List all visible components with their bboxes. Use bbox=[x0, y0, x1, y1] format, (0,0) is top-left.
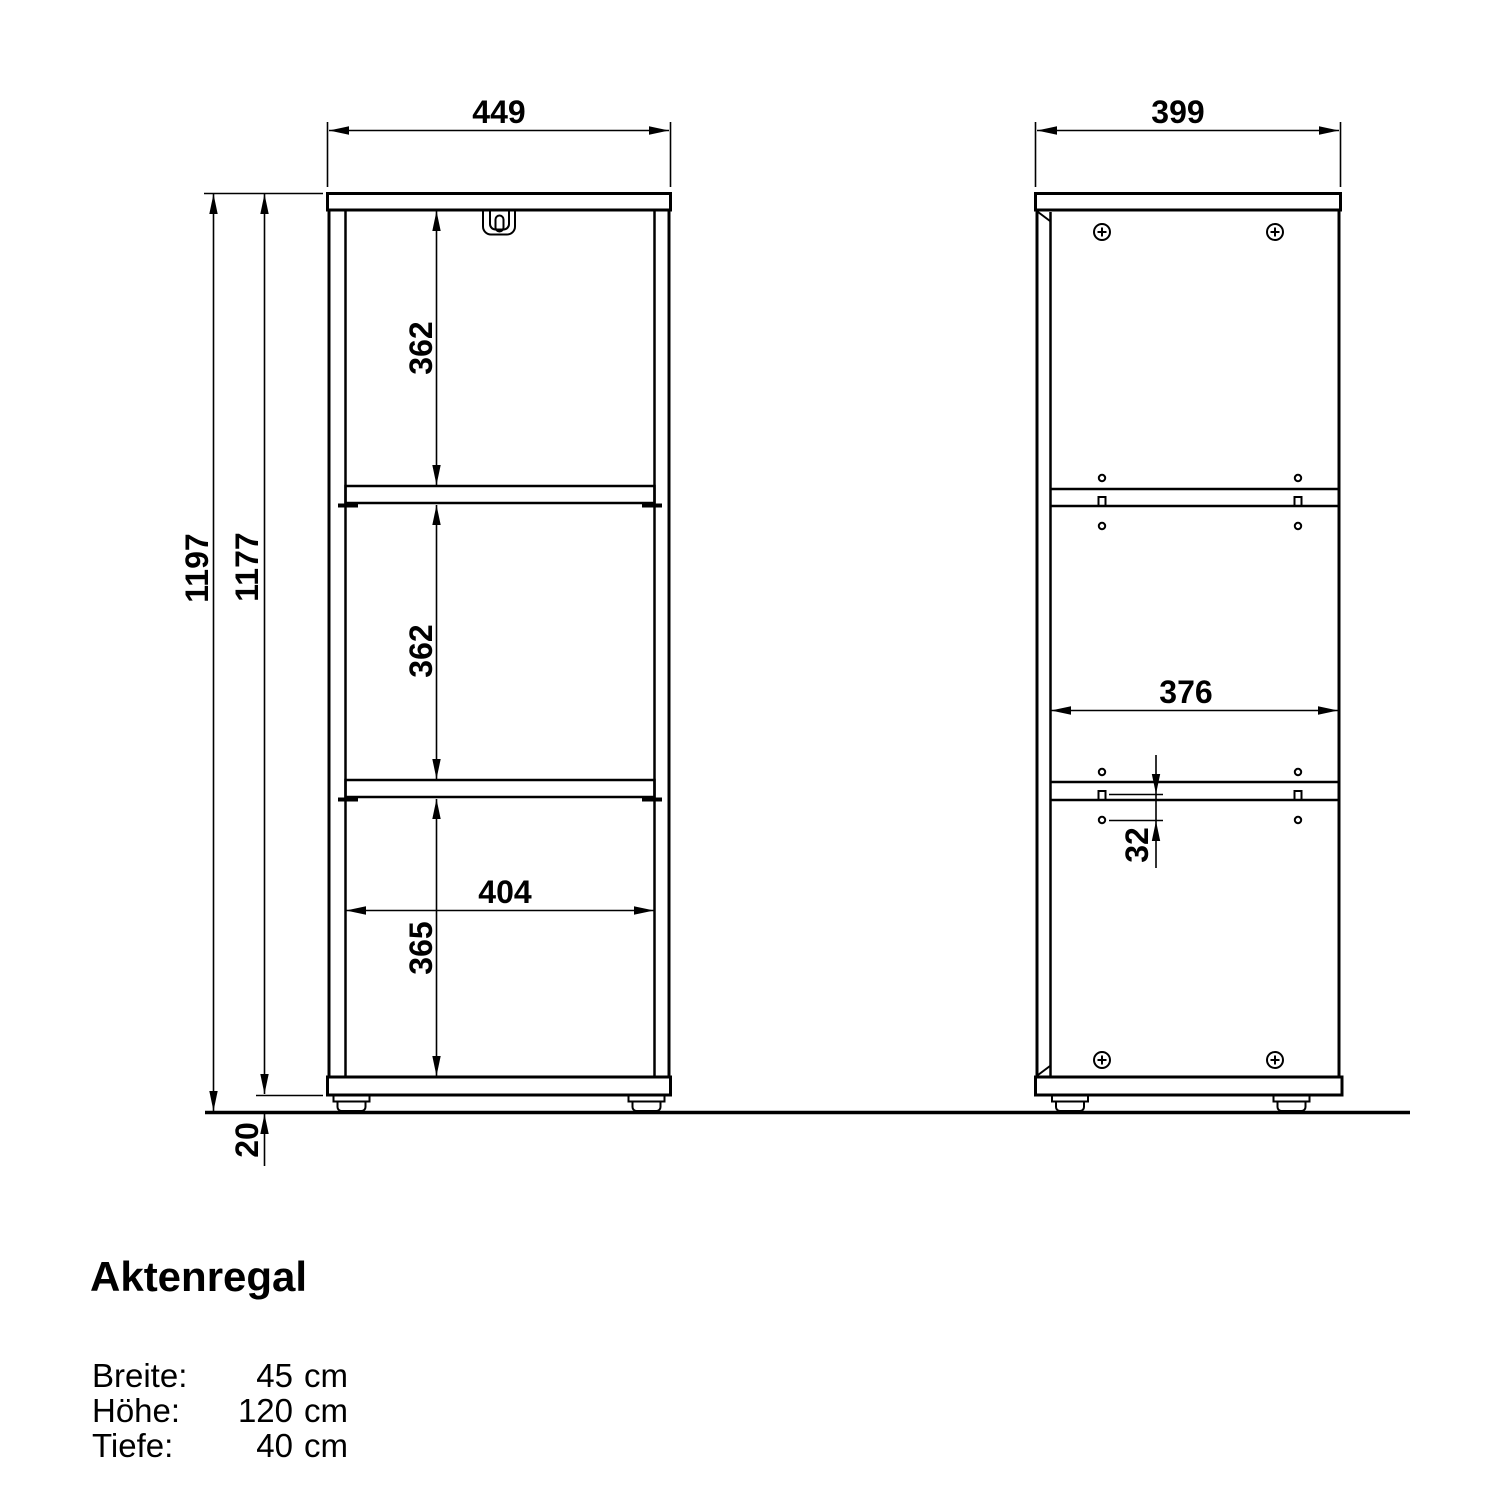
dim-front-width bbox=[328, 94, 671, 187]
screw-top-left bbox=[1094, 224, 1110, 240]
spec-unit: cm bbox=[304, 1427, 348, 1464]
page-title: Aktenregal bbox=[90, 1253, 308, 1300]
dim-inner-depth bbox=[1051, 674, 1338, 715]
spec-label: Breite: bbox=[92, 1357, 188, 1394]
side-shelf-upper bbox=[1051, 475, 1340, 529]
spec-row bbox=[92, 1392, 348, 1429]
front-foot-left bbox=[334, 1095, 370, 1111]
dim-bottom-compartment-label: 365 bbox=[403, 921, 439, 975]
dim-foot-height bbox=[229, 1114, 269, 1166]
side-foot-right bbox=[1274, 1095, 1310, 1111]
dim-inner-depth-label: 376 bbox=[1159, 674, 1213, 710]
shelf-pin bbox=[1094, 497, 1110, 506]
dim-middle-compartment-label: 362 bbox=[403, 624, 439, 678]
dim-foot-height-label: 20 bbox=[229, 1122, 265, 1158]
dim-top-compartment-label: 362 bbox=[403, 321, 439, 375]
dim-front-body-height-label: 1177 bbox=[229, 532, 265, 602]
spec-row bbox=[92, 1357, 348, 1394]
wall-mount-keyhole bbox=[483, 211, 515, 235]
front-shelf-lower bbox=[338, 780, 662, 800]
screw-top-right bbox=[1267, 224, 1283, 240]
dim-hole-offset-label: 32 bbox=[1119, 827, 1155, 863]
side-foot-left bbox=[1052, 1095, 1088, 1111]
dim-top-compartment bbox=[403, 211, 441, 485]
shelf-pin bbox=[1290, 497, 1306, 506]
dim-middle-compartment bbox=[403, 505, 441, 779]
dim-bottom-compartment bbox=[403, 799, 441, 1076]
title-block bbox=[90, 1253, 348, 1464]
back-panel-chamfer-top bbox=[1038, 212, 1050, 221]
dim-side-depth bbox=[1036, 94, 1341, 187]
spec-label: Tiefe: bbox=[92, 1427, 174, 1464]
spec-row bbox=[92, 1427, 348, 1464]
side-view bbox=[1036, 94, 1343, 1111]
dim-front-width-label: 449 bbox=[472, 94, 526, 130]
spec-value: 40 bbox=[256, 1427, 293, 1464]
dim-inner-width bbox=[346, 874, 654, 915]
screw-bottom-right bbox=[1267, 1052, 1283, 1068]
dim-side-depth-label: 399 bbox=[1151, 94, 1205, 130]
spec-label: Höhe: bbox=[92, 1392, 181, 1429]
side-shelf-lower bbox=[1051, 769, 1340, 823]
front-foot-right bbox=[629, 1095, 665, 1111]
front-cabinet-outline bbox=[328, 194, 671, 1096]
dim-front-body-height bbox=[229, 194, 323, 1096]
spec-value: 120 bbox=[237, 1392, 293, 1429]
side-cabinet-outline bbox=[1036, 194, 1343, 1096]
screw-bottom-left bbox=[1094, 1052, 1110, 1068]
spec-unit: cm bbox=[304, 1357, 348, 1394]
front-shelf-upper bbox=[338, 486, 662, 506]
shelf-pin bbox=[1290, 791, 1306, 800]
spec-value: 45 bbox=[256, 1357, 293, 1394]
dim-front-total-height-label: 1197 bbox=[179, 533, 215, 603]
dim-inner-width-label: 404 bbox=[478, 874, 532, 910]
dim-hole-offset bbox=[1109, 755, 1163, 868]
back-panel-chamfer-bottom bbox=[1038, 1066, 1050, 1075]
spec-unit: cm bbox=[304, 1392, 348, 1429]
dim-front-total-height bbox=[179, 194, 323, 1112]
front-view bbox=[179, 94, 671, 1166]
shelf-pin bbox=[1094, 791, 1110, 800]
